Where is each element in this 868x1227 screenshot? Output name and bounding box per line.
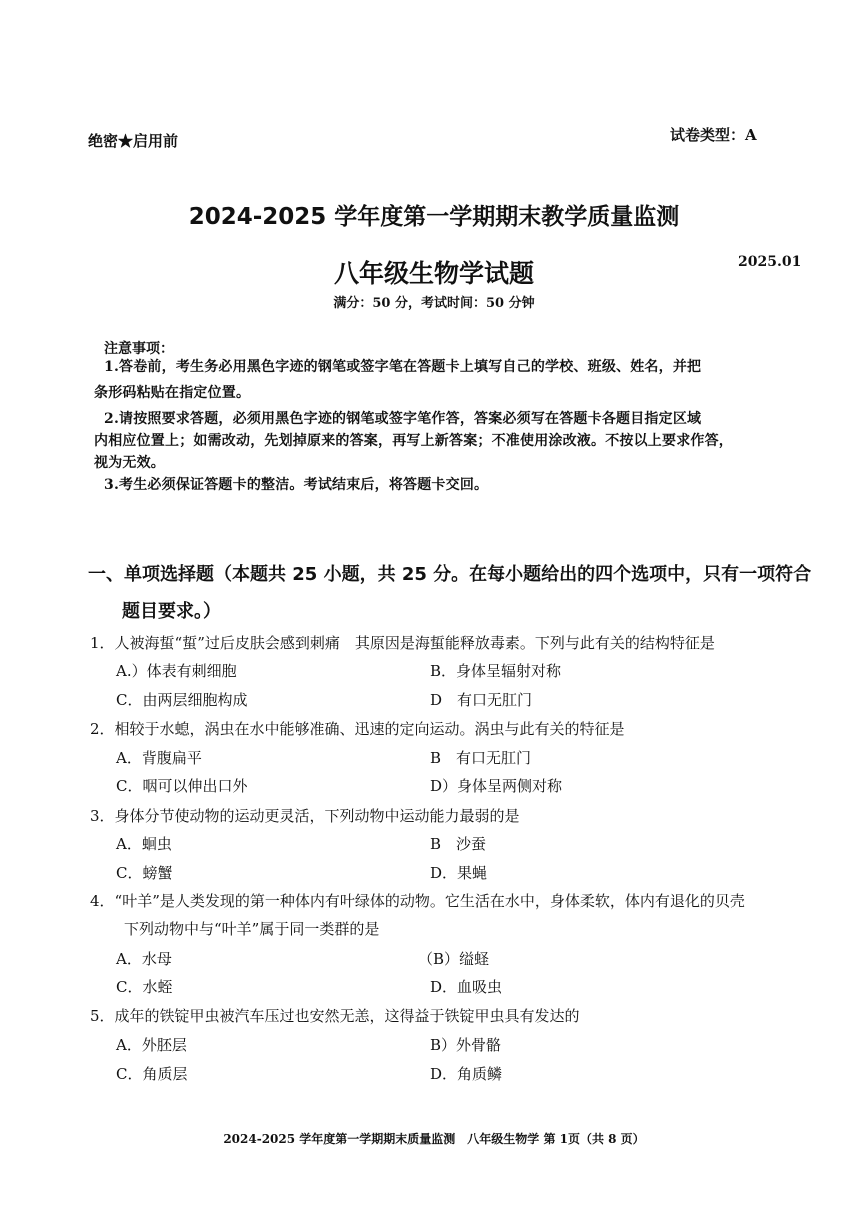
- question-stem: 5．成年的铁锭甲虫被汽车压过也安然无恙，这得益于铁锭甲虫具有发达的: [90, 1007, 580, 1025]
- option-d: D．血吸虫: [430, 978, 503, 996]
- section-heading-cont: 题目要求。）: [122, 601, 221, 622]
- option-b: B．身体呈辐射对称: [430, 662, 562, 680]
- exam-title: 2024-2025 学年度第一学期期末教学质量监测: [188, 204, 680, 230]
- exam-subtitle: 八年级生物学试题: [333, 259, 534, 288]
- option-a: A.）体表有刺细胞: [116, 662, 237, 680]
- option-c: C．螃蟹: [116, 864, 173, 882]
- section-heading: 一、单项选择题（本题共 25 小题，共 25 分。在每小题给出的四个选项中，只有一项符合: [88, 564, 812, 585]
- exam-date: 2025.01: [738, 254, 802, 270]
- score-time: 满分：50 分，考试时间：50 分钟: [333, 296, 535, 311]
- option-c: C．角质层: [116, 1065, 188, 1083]
- notice-line: 视为无效。: [94, 455, 165, 471]
- option-b: B）外骨骼: [430, 1036, 502, 1054]
- option-b: B 有口无肛门: [430, 749, 532, 767]
- notice-line: 3.考生必须保证答题卡的整洁。考试结束后，将答题卡交回。: [104, 477, 489, 493]
- notice-title: 注意事项：: [104, 341, 174, 357]
- notice-line: 2.请按照要求答题，必须用黑色字迹的钢笔或签字笔作答，答案必须写在答题卡各题目指定区域: [104, 411, 702, 427]
- question-stem: 4．“叶羊”是人类发现的第一种体内有叶绿体的动物。它生活在水中，身体柔软，体内有退化的贝壳: [90, 892, 745, 910]
- option-a: A．外胚层: [116, 1036, 187, 1054]
- option-d: D）身体呈两侧对称: [430, 777, 563, 795]
- option-d: D．果蝇: [430, 864, 488, 882]
- notice-line: 条形码粘贴在指定位置。: [94, 385, 251, 401]
- option-d: D 有口无肛门: [430, 691, 533, 709]
- page-footer: 2024-2025 学年度第一学期期末质量监测 八年级生物学 第 1页（共 8 页）: [223, 1132, 645, 1146]
- question-stem-cont: 下列动物中与“叶羊”属于同一类群的是: [124, 920, 380, 938]
- option-c: C．水蛭: [116, 978, 173, 996]
- paper-type-label: 试卷类型：A: [670, 126, 757, 144]
- option-c: C．由两层细胞构成: [116, 691, 248, 709]
- question-stem: 3．身体分节使动物的运动更灵活，下列动物中运动能力最弱的是: [90, 807, 520, 825]
- option-c: C．咽可以伸出口外: [116, 777, 248, 795]
- option-a: A．蛔虫: [116, 835, 172, 853]
- confidential-label: 绝密★启用前: [88, 132, 179, 150]
- notice-line: 内相应位置上；如需改动，先划掉原来的答案，再写上新答案；不准使用涂改液。不按以上要求作答，: [94, 433, 733, 449]
- option-d: D．角质鳞: [430, 1065, 503, 1083]
- question-stem: 1．人被海蜇“蜇”过后皮肤会感到刺痛 其原因是海蜇能释放毒素。下列与此有关的结构特征是: [90, 634, 715, 652]
- option-b: （B）缢蛏: [418, 950, 490, 968]
- notice-line: 1.答卷前，考生务必用黑色字迹的钢笔或签字笔在答题卡上填写自己的学校、班级、姓名，并把: [104, 359, 702, 375]
- option-a: A．水母: [116, 950, 172, 968]
- question-stem: 2．相较于水螅，涡虫在水中能够准确、迅速的定向运动。涡虫与此有关的特征是: [90, 720, 625, 738]
- option-a: A．背腹扁平: [116, 749, 202, 767]
- option-b: B 沙蚕: [430, 835, 487, 853]
